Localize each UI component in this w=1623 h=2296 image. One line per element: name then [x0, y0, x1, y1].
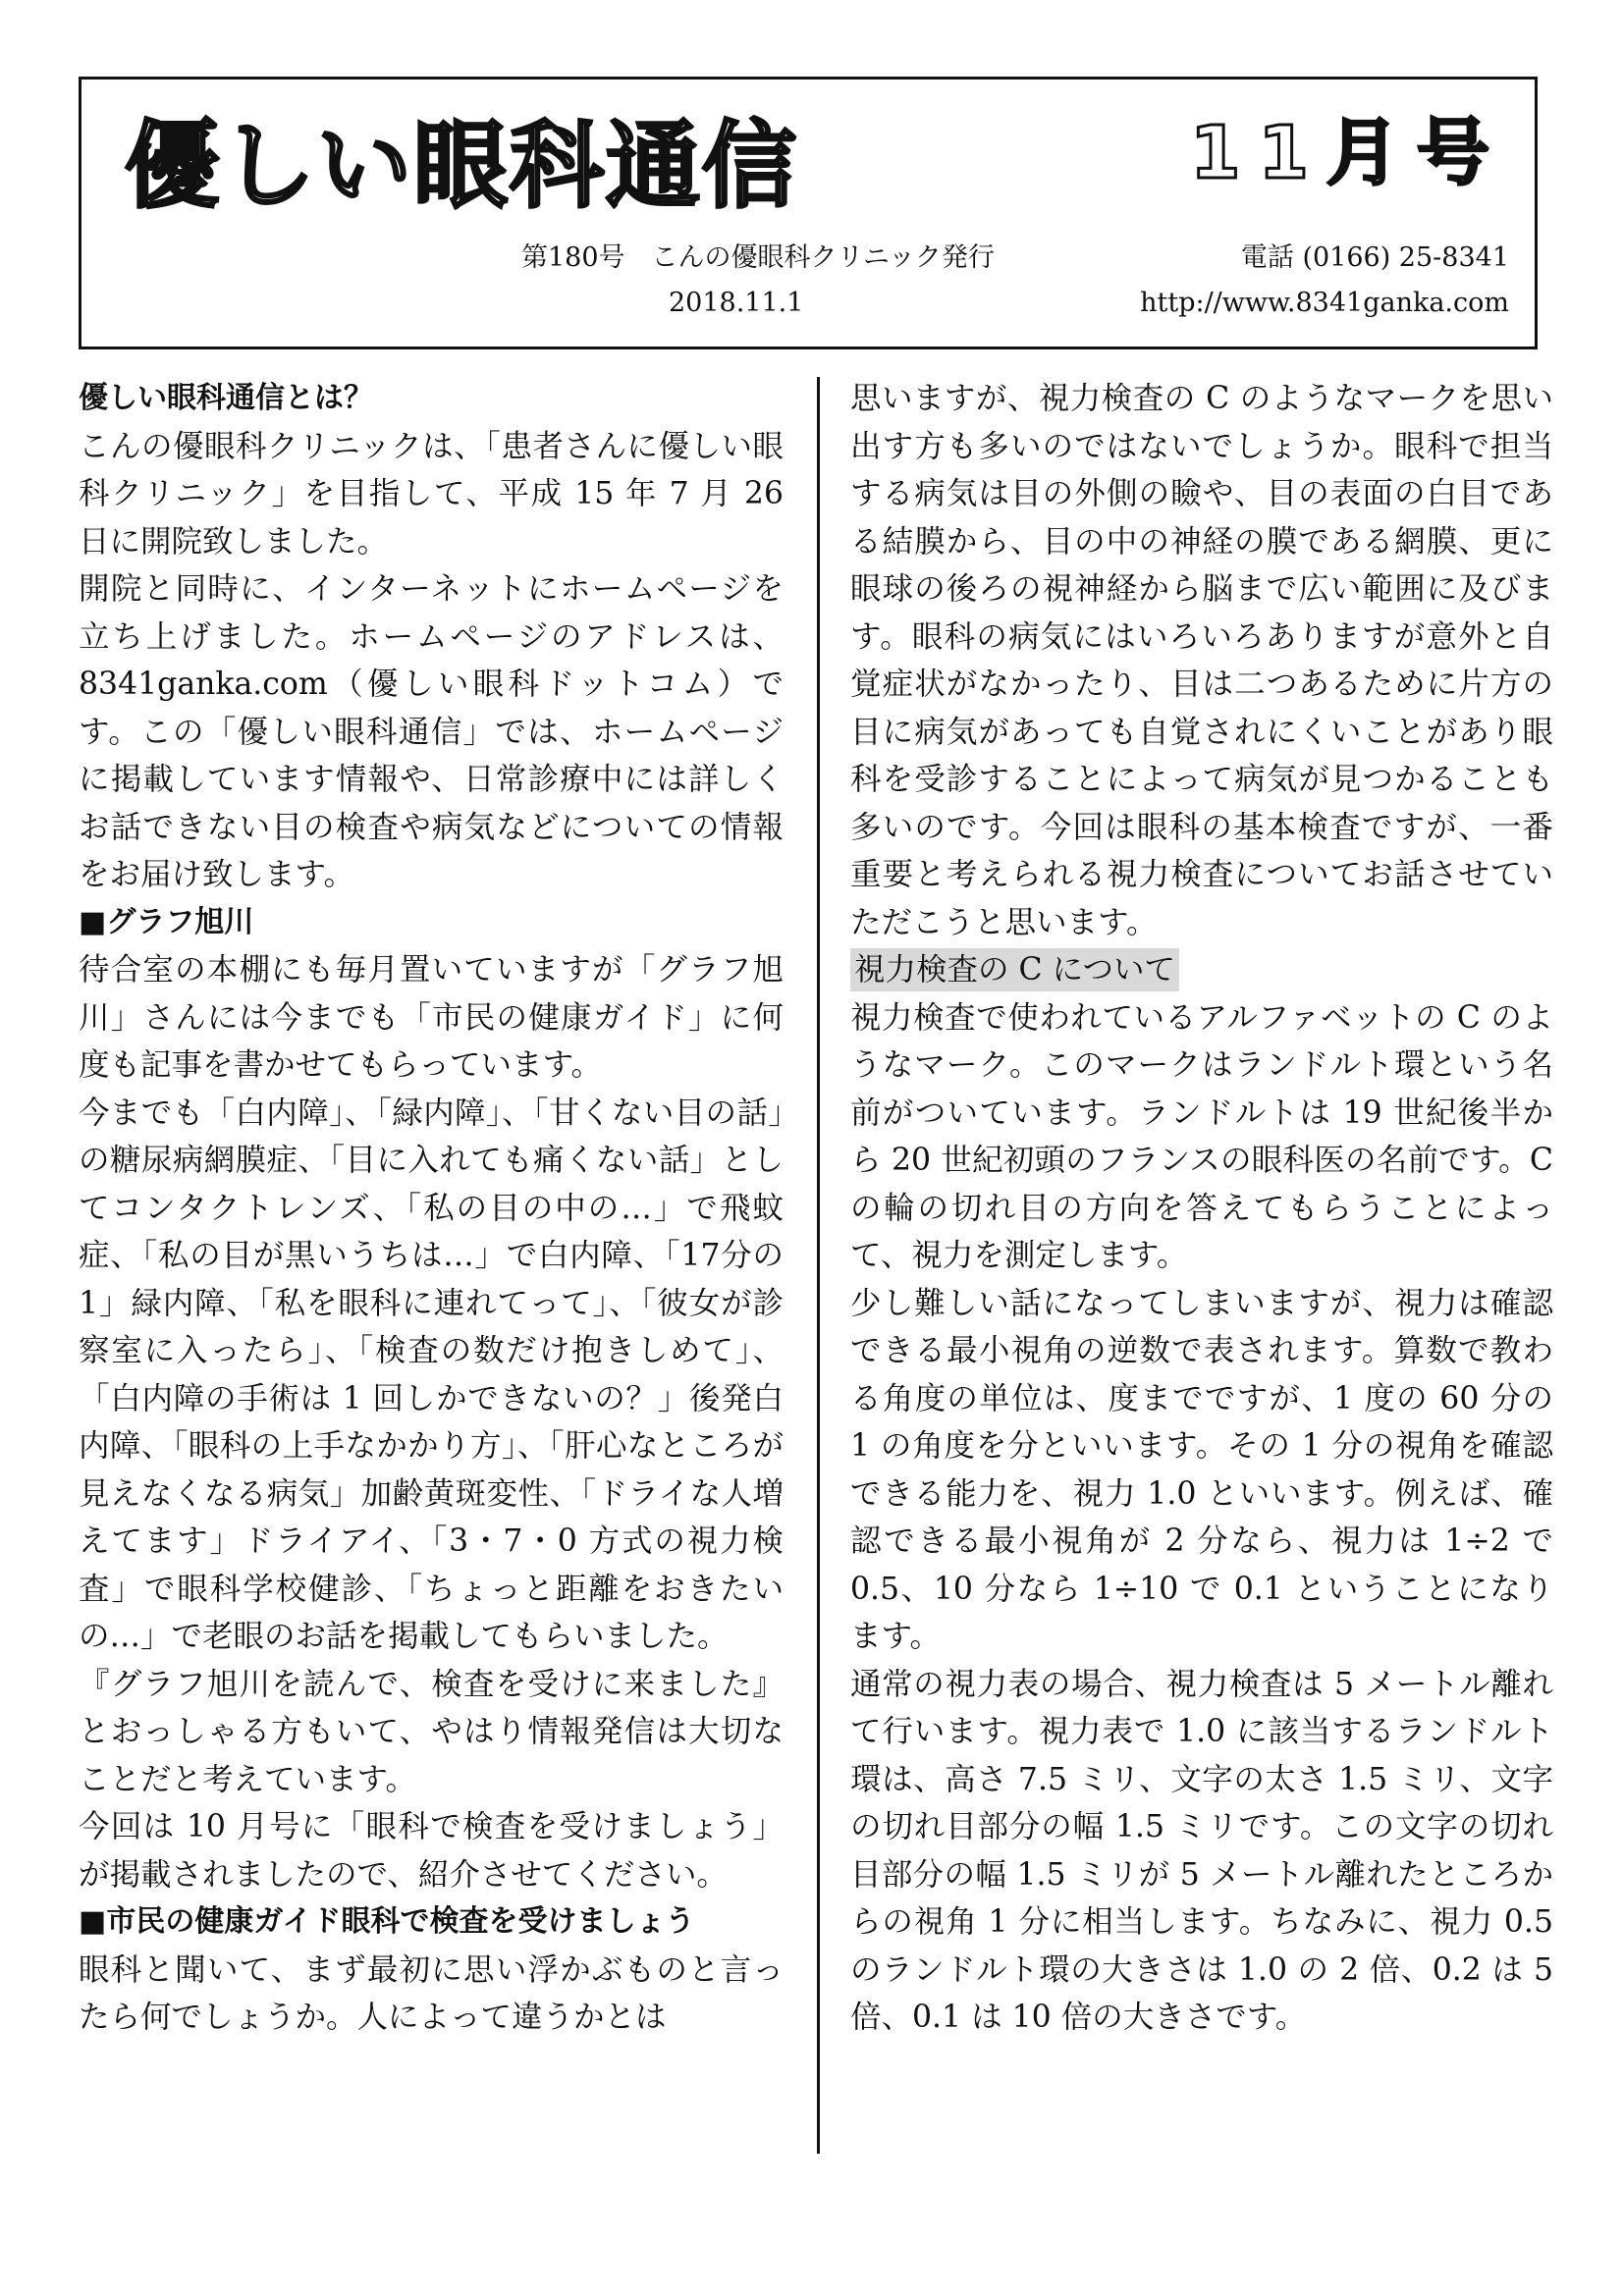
issue-info: 第180号 こんの優眼科クリニック発行: [521, 242, 995, 273]
section-heading-health-guide: ■市民の健康ガイド眼科で検査を受けましょう: [79, 1904, 695, 1939]
issue-month: 11月号: [1190, 111, 1507, 195]
paragraph: 思いますが、視力検査の C のようなマークを思い出す方も多いのではないでしょうか。眼科で担当する病気は目の外側の瞼や、目の表面の白目である結膜から、目の中の神経の膜である網膜、更に眼球の後ろの視神経から脳まで広い範囲に及びます。眼科の病気にはいろいろありますが意外と自覚症状がなかったり、目は二つあるために片方の目に病気があっても自覚されにくいことがあり眼科を受診することによって病気が見つかることも多いのです。今回は眼科の基本検査ですが、一番重要と考えられる視力検査についてお話させていただこうと思います。: [850, 381, 1553, 940]
left-column: [79, 375, 784, 2042]
paragraph: 眼科と聞いて、まず最初に思い浮かぶものと言ったら何でしょうか。人によって違うかとは: [79, 1951, 784, 2035]
paragraph: 通常の視力表の場合、視力検査は 5 メートル離れて行います。視力表で 1.0 に該当するランドルト環は、高さ 7.5 ミリ、文字の太さ 1.5 ミリ、文字の切れ目部分の幅 1.5 ミリです。この文字の切れ目部分の幅 1.5 ミリが 5 メートル離れたところからの視角 1 分に相当します。ちなみに、視力 0.5 のランドルト環の大きさは 1.0 の 2 倍、0.2 は 5 倍、0.1 は 10 倍の大きさです。: [850, 1666, 1553, 2035]
phone-number: 電話 (0166) 25-8341: [1240, 242, 1509, 273]
paragraph: 今回は 10 月号に「眼科で検査を受けましょう」が掲載されましたので、紹介させてください。: [79, 1809, 784, 1893]
highlighted-heading: 視力検査の C について: [850, 948, 1179, 991]
issue-date: 2018.11.1: [669, 288, 804, 318]
column-divider: [817, 377, 820, 2154]
section-heading-about: 優しい眼科通信とは？: [79, 381, 373, 415]
paragraph: 少し難しい話になってしまいますが、視力は確認できる最小視角の逆数で表されます。算数で教わる角度の単位は、度までですが、1 度の 60 分の 1 の角度を分といいます。その 1 分の視角を確認できる能力を、視力 1.0 といいます。例えば、確認できる最小視角が 2 分なら、視力は 1÷2 で 0.5、10 分なら 1÷10 で 0.1 ということになります。: [850, 1285, 1553, 1654]
paragraph: 待合室の本棚にも毎月置いていますが「グラフ旭川」さんには今までも「市民の健康ガイド」に何度も記事を書かせてもらっています。: [79, 952, 784, 1083]
right-column: [850, 375, 1553, 2042]
newsletter-title: 優しい眼科通信: [125, 111, 798, 221]
paragraph: 開院と同時に、インターネットにホームページを立ち上げました。ホームページのアドレスは、8341ganka.com（優しい眼科ドットコム）です。この「優しい眼科通信」では、ホームページに掲載しています情報や、日常診療中には詳しくお話できない目の検査や病気などについての情報をお届け致します。: [79, 571, 784, 892]
website-url: http://www.8341ganka.com: [1140, 288, 1509, 318]
paragraph: 今までも「白内障」、「緑内障」、「甘くない目の話」の糖尿病網膜症、「目に入れても痛くない話」としてコンタクトレンズ、「私の目の中の…」で飛蚊症、「私の目が黒いうちは…」で白内障、「17分の 1」緑内障、「私を眼科に連れてって」、「彼女が診察室に入ったら」、「検査の数だけ抱きしめて」、「白内障の手術は 1 回しかできないの？」後発白内障、「眼科の上手なかかり方」、「肝心なところが見えなくなる病気」加齢黄斑変性、「ドライな人増えてます」ドライアイ、「3・7・0 方式の視力検査」で眼科学校健診、「ちょっと距離をおきたいの…」で老眼のお話を掲載してもらいました。: [79, 1095, 784, 1654]
section-heading-graph-asahikawa: ■グラフ旭川: [79, 904, 254, 939]
paragraph: 『グラフ旭川を読んで、検査を受けに来ました』とおっしゃる方もいて、やはり情報発信は大切なことだと考えています。: [79, 1666, 784, 1797]
paragraph: こんの優眼科クリニックは、「患者さんに優しい眼科クリニック」を目指して、平成 15 年 7 月 26 日に開院致しました。: [79, 428, 784, 560]
section-heading-vision-test: [850, 946, 1553, 994]
paragraph: 視力検査で使われているアルファベットの C のようなマーク。このマークはランドルト環という名前がついています。ランドルトは 19 世紀後半から 20 世紀初頭のフランスの眼科医の名前です。C の輪の切れ目の方向を答えてもらうことによって、視力を測定します。: [850, 999, 1553, 1273]
masthead: [79, 77, 1538, 349]
